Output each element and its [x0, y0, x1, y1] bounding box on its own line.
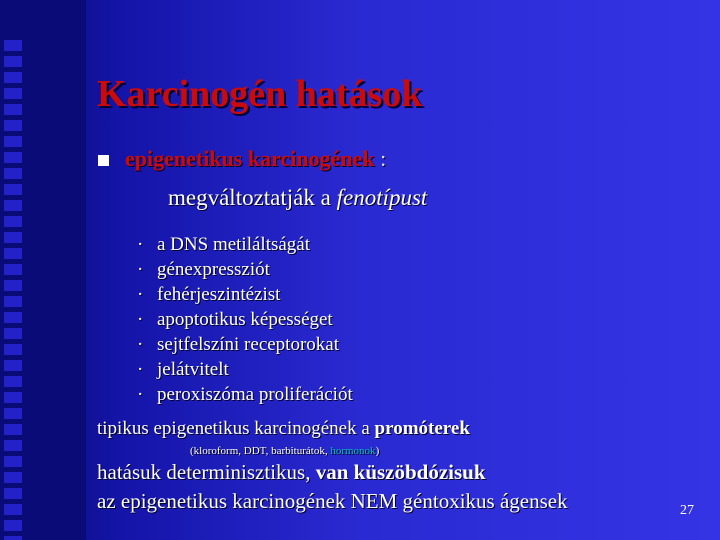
list-item [137, 307, 353, 332]
list-item [137, 357, 353, 382]
typical-promoters-line [97, 418, 470, 440]
dot-bullet: · [137, 334, 144, 355]
deterministic-prefix: hatásuk determinisztikus, [97, 460, 316, 484]
typical-prefix: tipikus epigenetikus karcinogének a [97, 418, 375, 439]
list-item-text: a DNS metiláltságát [157, 234, 311, 255]
list-item-text: apoptotikus képességet [157, 309, 333, 330]
dot-bullet: · [137, 234, 144, 255]
dot-bullet: · [137, 284, 144, 305]
square-bullet-icon [98, 155, 109, 166]
page-number: 27 [680, 503, 694, 518]
deterministic-line [97, 460, 486, 485]
dot-bullet: · [137, 384, 144, 405]
list-item-text: jelátvitelt [157, 359, 229, 380]
changes-italic: fenotípust [336, 185, 428, 210]
not-genotoxic-line: az epigenetikus karcinogének NEM géntoxikus ágensek [97, 489, 568, 513]
list-item-text: sejtfelszíni receptorokat [157, 334, 340, 355]
epigenetic-heading-line [125, 146, 386, 172]
typical-bold: promóterek [374, 418, 470, 439]
dot-bullet: · [137, 259, 144, 280]
list-item [137, 257, 353, 282]
deterministic-bold: van küszöbdózisuk [315, 460, 486, 484]
examples-line [190, 445, 379, 457]
left-decor-band [0, 0, 86, 540]
list-item [137, 282, 353, 307]
examples-text: kloroform, DDT, barbiturátok, [193, 445, 331, 457]
decorative-squares [4, 40, 22, 540]
epigenetic-colon: : [374, 146, 387, 171]
list-item-text: fehérjeszintézist [157, 284, 281, 305]
slide-title: Karcinogén hatások [97, 73, 423, 115]
list-item [137, 382, 353, 407]
list-item-text: génexpressziót [157, 259, 270, 280]
list-item-text: peroxiszóma proliferációt [157, 384, 353, 405]
dot-bullet: · [137, 359, 144, 380]
changes-prefix: megváltoztatják a [168, 185, 337, 210]
list-item [137, 232, 353, 257]
changes-phenotype-line [168, 185, 427, 211]
examples-open: ( [190, 445, 194, 457]
examples-close: ) [375, 445, 380, 457]
epigenetic-heading: epigenetikus karcinogének [125, 146, 375, 171]
list-item [137, 332, 353, 357]
examples-highlight: hormonok [330, 445, 376, 457]
dot-bullet: · [137, 309, 144, 330]
effects-list [137, 232, 353, 407]
